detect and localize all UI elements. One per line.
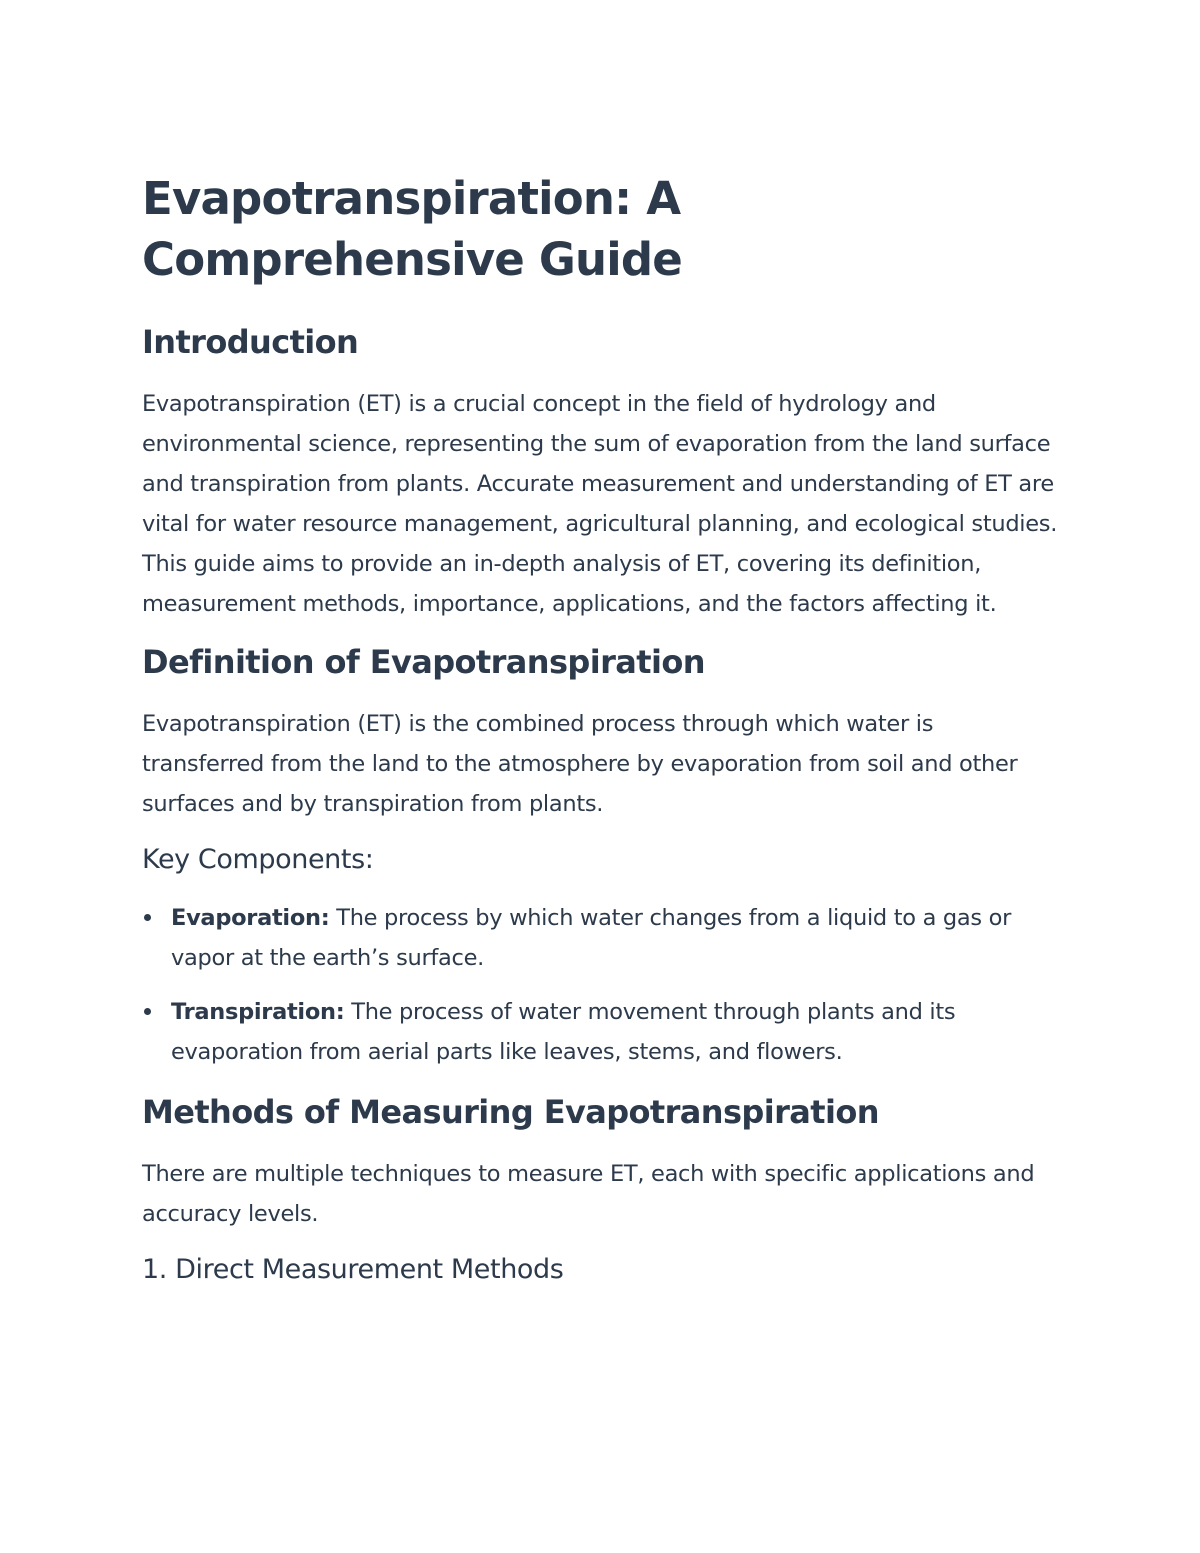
evaporation-term: Evaporation: [171, 905, 330, 931]
transpiration-term: Transpiration: [171, 999, 345, 1025]
key-components-list [142, 898, 1060, 1072]
evaporation-description: The process by which water changes from a liquid to a gas or vapor at the earth’s surface. [171, 905, 1012, 971]
introduction-paragraph: Evapotranspiration (ET) is a crucial concept in the field of hydrology and environmental science, representing the sum of evaporation from the land surface and transpiration from plants. Accurate measurement and understanding of ET are vital for water resource management, agricultural planning, and ecological studies. This guide aims to provide an in-depth analysis of ET, covering its definition, measurement methods, importance, applications, and the factors affecting it. [142, 391, 1058, 617]
list-item-transpiration [142, 992, 1060, 1072]
transpiration-description: The process of water movement through plants and its evaporation from aerial parts like leaves, stems, and flowers. [171, 999, 956, 1065]
key-components-subheading: Key Components: [142, 844, 374, 875]
definition-heading: Definition of Evapotranspiration [142, 643, 705, 681]
bullet-icon [144, 914, 151, 921]
direct-methods-subheading: 1. Direct Measurement Methods [142, 1254, 564, 1285]
document-title: Evapotranspiration: A Comprehensive Guide [142, 172, 683, 286]
list-item-evaporation [142, 898, 1060, 978]
methods-heading: Methods of Measuring Evapotranspiration [142, 1093, 879, 1131]
bullet-icon [144, 1008, 151, 1015]
definition-paragraph: Evapotranspiration (ET) is the combined process through which water is transferred from the land to the atmosphere by evaporation from soil and other surfaces and by transpiration from plants. [142, 711, 1018, 817]
methods-paragraph: There are multiple techniques to measure ET, each with specific applications and accuracy levels. [142, 1161, 1035, 1227]
introduction-heading: Introduction [142, 323, 359, 361]
